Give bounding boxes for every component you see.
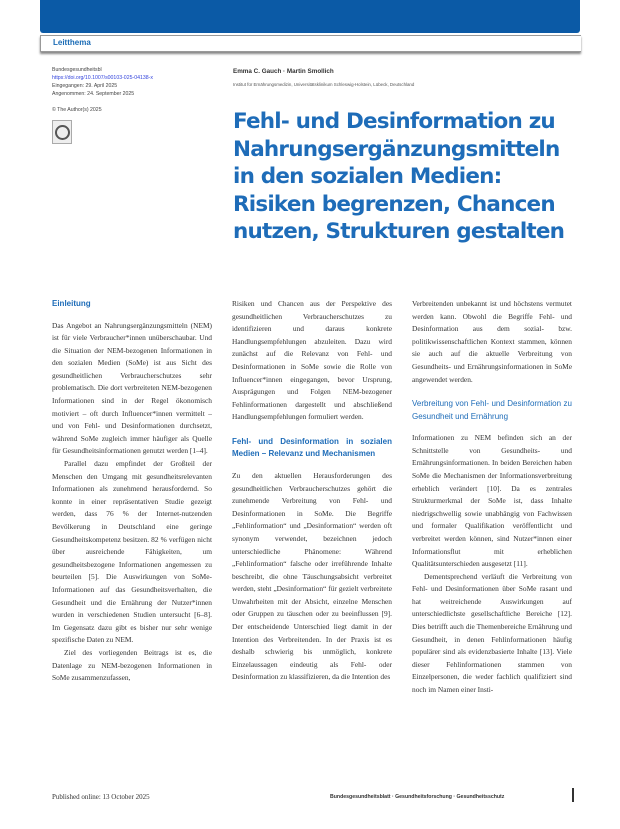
- column-3: [412, 298, 572, 697]
- subsection-heading-verbreitung: Verbreitung von Fehl- und Desinformation zu Gesundheit und Ernährung: [412, 399, 572, 421]
- header-bar: [40, 0, 580, 33]
- footer-journal: Bundesgesundheitsblatt · Gesundheitsforschung · Gesundheitsschutz: [330, 794, 505, 800]
- section-heading-relevanz: Fehl- und Desinformation in sozialen Medien – Relevanz und Mechanismen: [232, 436, 392, 459]
- footer-bar: [572, 788, 574, 802]
- journal-name: Bundesgesundheitsbl: [52, 67, 102, 73]
- doi-link[interactable]: https://doi.org/10.1007/s00103-025-04138-x: [52, 75, 153, 81]
- check-for-updates-icon[interactable]: [52, 120, 72, 144]
- paragraph: Ziel des vorliegenden Beitrags ist es, die Datenlage zu NEM-bezogenen Informationen in SoMe zusammenzufassen,: [52, 647, 212, 683]
- accepted-date: Angenommen: 24. September 2025: [52, 91, 135, 97]
- paragraph: Verbreitenden unbekannt ist und höchstens vermutet werden kann. Obwohl die Begriffe Fehl- und Desinformation aus dem sozial- bzw. politikwissenschaftlichen Kontext stammen, können sie auch auf die aktuelle Verbreitung von Gesundheits- und Ernährungsinformationen in SoMe angewendet werden.: [412, 299, 572, 384]
- paragraph: Zu den aktuellen Herausforderungen des gesundheitlichen Verbraucherschutzes gehört die zunehmende Verbreitung von Fehl- und Desinformationen in SoMe. Die Begriffe „Fehlinformation“ und „Desinformation“ werden oft synonym verwendet, bezeichnen jedoch unterschiedliche Phänomene: Während „Fehlinformation“ falsche oder irreführende Inhalte beschreibt, die ohne Täuschungsabsicht verbreitet werden, steht „Desinformation“ für gezielt verbreitete Unwahrheiten mit der Absicht, einzelne Menschen oder Gruppen zu täuschen oder zu beeinflussen [9]. Der entscheidende Unterschied liegt damit in der Intention des Verbreitenden. In der Praxis ist es deshalb schwierig bis unmöglich, konkrete Einzelaussagen eindeutig als Fehl- oder Desinformation zu klassifizieren, da die Intention des: [232, 470, 392, 682]
- published-date: Published online: 13 October 2025: [52, 793, 150, 801]
- article-meta: [52, 66, 222, 144]
- copyright: © The Author(s) 2025: [52, 107, 102, 113]
- affiliation: Institut für Ernährungsmedizin, Universitätsklinikum Schleswig-Holstein, Lübeck, Deutschland: [233, 82, 415, 87]
- paragraph: Risiken und Chancen aus der Perspektive des gesundheitlichen Verbraucherschutzes zu identifizieren und daraus konkrete Handlungsempfehlungen abzuleiten. Dazu wird zunächst auf die Relevanz von Fehl- und Desinformationen in SoMe sowie die Rolle von Influencer*innen eingegangen, bevor Ursprung, Ausprägungen und Folgen NEM-bezogener Fehlinformationen dargestellt und abschließend Handlungsempfehlungen formuliert werden.: [232, 299, 392, 422]
- rubric-label: Leitthema: [53, 38, 91, 47]
- received-date: Eingegangen: 29. April 2025: [52, 83, 118, 89]
- section-heading-einleitung: Einleitung: [52, 299, 91, 308]
- paragraph: Parallel dazu empfindet der Großteil der Menschen den Umgang mit gesundheitsrelevanten Informationen als zunehmend herausfordernd. So konnte in einer repräsentativen Studie gezeigt werden, dass 76 % der Internet-nutzenden Bevölkerung in Deutschland eine geringe Gesundheitskompetenz besitzen. 82 % verfügen nicht über ausreichende Fähigkeiten, um gesundheitsbezogene Informationen angemessen zu beurteilen [5]. Die Auswirkungen von SoMe-Informationen auf das Gesundheitsverhalten, die Gesundheit und die Ernährung der Nutzer*innen wurden in verschiedenen Studien untersucht [6–8]. Im Gegensatz dazu gibt es bisher nur sehr wenige spezifische Daten zu NEM.: [52, 459, 212, 645]
- rubric-box: [40, 35, 581, 52]
- article-title: Fehl- und Desinformation zu Nahrungsergänzungsmitteln in den sozialen Medien: Risiken begrenzen, Chancen nutzen, Strukturen gestalten: [233, 109, 565, 244]
- paragraph: Informationen zu NEM befinden sich an der Schnittstelle von Gesundheits- und Ernährungsinformationen. In beiden Bereichen haben SoMe die Mechanismen der Informationsverbreitung erheblich verändert [10]. Da es zentrales Strukturmerkmal der SoMe ist, dass Inhalte niedrigschwellig sowie unabhängig von Fachwissen und formaler Qualifikation veröffentlicht und verbreitet werden können, sind Nutzer*innen einer Informationsflut mit erheblichen Qualitätsunterschieden ausgesetzt [11].: [412, 433, 572, 569]
- authors: Emma C. Gauch · Martin Smollich: [233, 68, 334, 75]
- paragraph: Das Angebot an Nahrungsergänzungsmitteln (NEM) ist für viele Verbraucher*innen unüberschaubar. Und die Situation der NEM-bezogenen Informationen in den sozialen Medien (SoMe) ist aus Sicht des gesundheitlichen Verbraucherschutzes sehr problematisch. Die dort verbreiteten NEM-bezogenen Informationen sind in der Regel ökonomisch motiviert – oft durch Influencer*innen vermittelt – und von Fehl- und Desinformationen durchsetzt, während SoMe zugleich immer häufiger als Quelle für Gesundheitsinformationen genutzt werden [1–4].: [52, 320, 212, 456]
- column-2: [232, 298, 392, 684]
- column-1: [52, 298, 212, 685]
- paragraph: Dementsprechend verläuft die Verbreitung von Fehl- und Desinformationen über SoMe rasant und hat weitreichende Auswirkungen auf unterschiedlichste gesellschaftliche Bereiche [12]. Dies betrifft auch die Themenbereiche Ernährung und Gesundheit, in denen Fehlinformationen häufig populärer sind als evidenzbasierte Inhalte [13]. Viele dieser Fehlinformationen stammen von Einzelpersonen, die weder fachlich qualifiziert sind noch im Namen einer Insti-: [412, 571, 572, 695]
